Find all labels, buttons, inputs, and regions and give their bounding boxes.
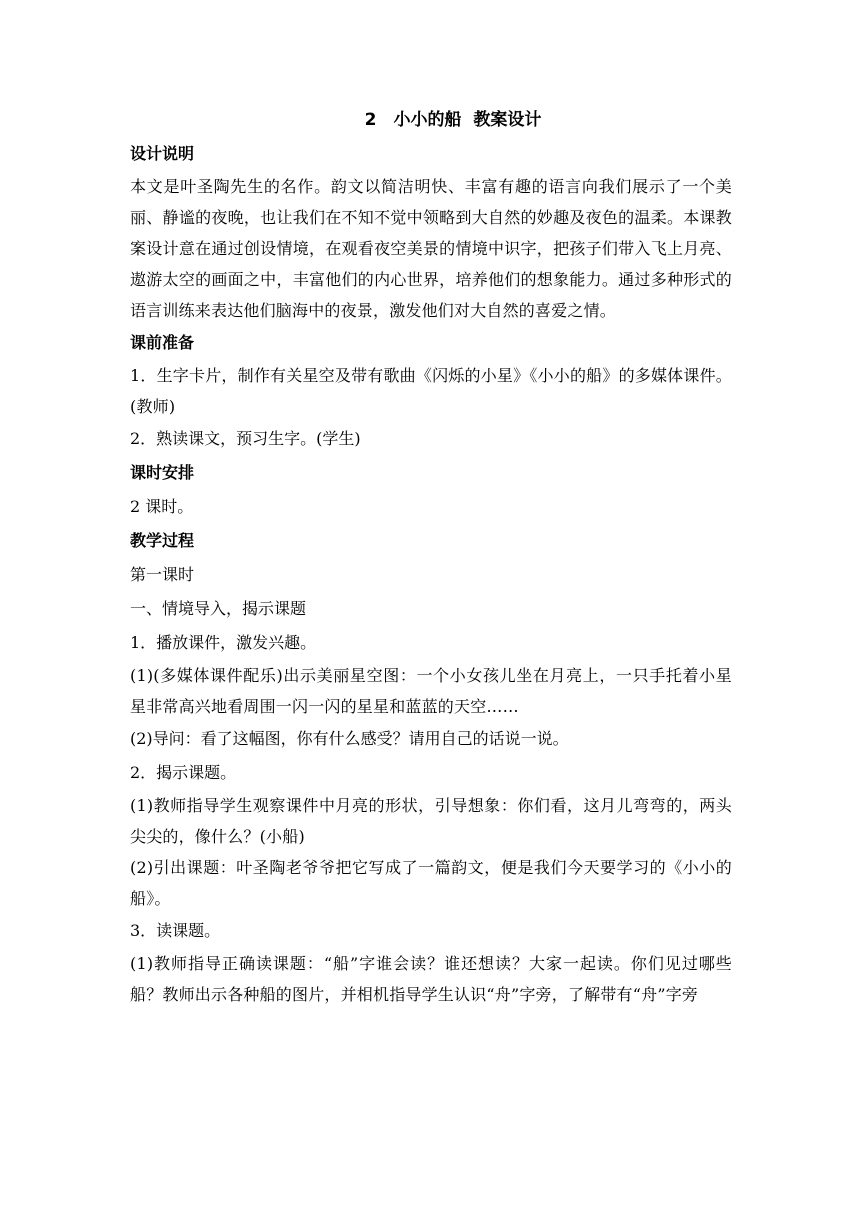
lesson-one-label: 第一课时 xyxy=(130,565,195,584)
step-3: 3．读课题。 xyxy=(130,921,221,940)
prep-heading: 课前准备 xyxy=(130,333,195,352)
part-one-heading: 一、情境导入，揭示课题 xyxy=(130,599,307,618)
step-1-2: (2)导问：看了这幅图，你有什么感受？请用自己的话说一说。 xyxy=(130,729,569,748)
prep-item-1: 1．生字卡片，制作有关星空及带有歌曲《闪烁的小星》《小小的船》的多媒体课件。(教师) xyxy=(130,366,732,416)
schedule-body: 2 课时。 xyxy=(130,497,194,516)
step-2-2: (2)引出课题：叶圣陶老爷爷把它写成了一篇韵文，便是我们今天要学习的《小小的船》。 xyxy=(130,858,732,908)
step-3-1: (1)教师指导正确读课题：“船”字谁会读？谁还想读？大家一起读。你们见过哪些船？教师出示各种船的图片，并相机指导学生认识“舟”字旁，了解带有“舟”字旁 xyxy=(130,954,732,1004)
process-heading: 教学过程 xyxy=(130,531,195,550)
step-1: 1．播放课件，激发兴趣。 xyxy=(130,633,317,652)
design-note-body: 本文是叶圣陶先生的名作。韵文以简洁明快、丰富有趣的语言向我们展示了一个美丽、静谧的夜晚，也让我们在不知不觉中领略到大自然的妙趣及夜色的温柔。本课教案设计意在通过创设情境，在观看夜空美景的情境中识字，把孩子们带入飞上月亮、遨游太空的画面之中，丰富他们的内心世界，培养他们的想象能力。通过多种形式的语言训练来表达他们脑海中的夜景，激发他们对大自然的喜爱之情。 xyxy=(130,177,732,320)
step-2-1: (1)教师指导学生观察课件中月亮的形状，引导想象：你们看，这月儿弯弯的，两头尖尖的，像什么？(小船) xyxy=(130,796,732,846)
step-1-1: (1)(多媒体课件配乐)出示美丽星空图：一个小女孩儿坐在月亮上，一只手托着小星星非常高兴地看周围一闪一闪的星星和蓝蓝的天空…… xyxy=(130,666,732,716)
step-2: 2．揭示课题。 xyxy=(130,763,237,782)
schedule-heading: 课时安排 xyxy=(130,463,195,482)
document-title: 2 小小的船 教案设计 xyxy=(364,110,542,130)
prep-item-2: 2．熟读课文，预习生字。(学生) xyxy=(130,429,361,448)
document-page xyxy=(130,103,732,1010)
design-note-heading: 设计说明 xyxy=(130,144,195,163)
